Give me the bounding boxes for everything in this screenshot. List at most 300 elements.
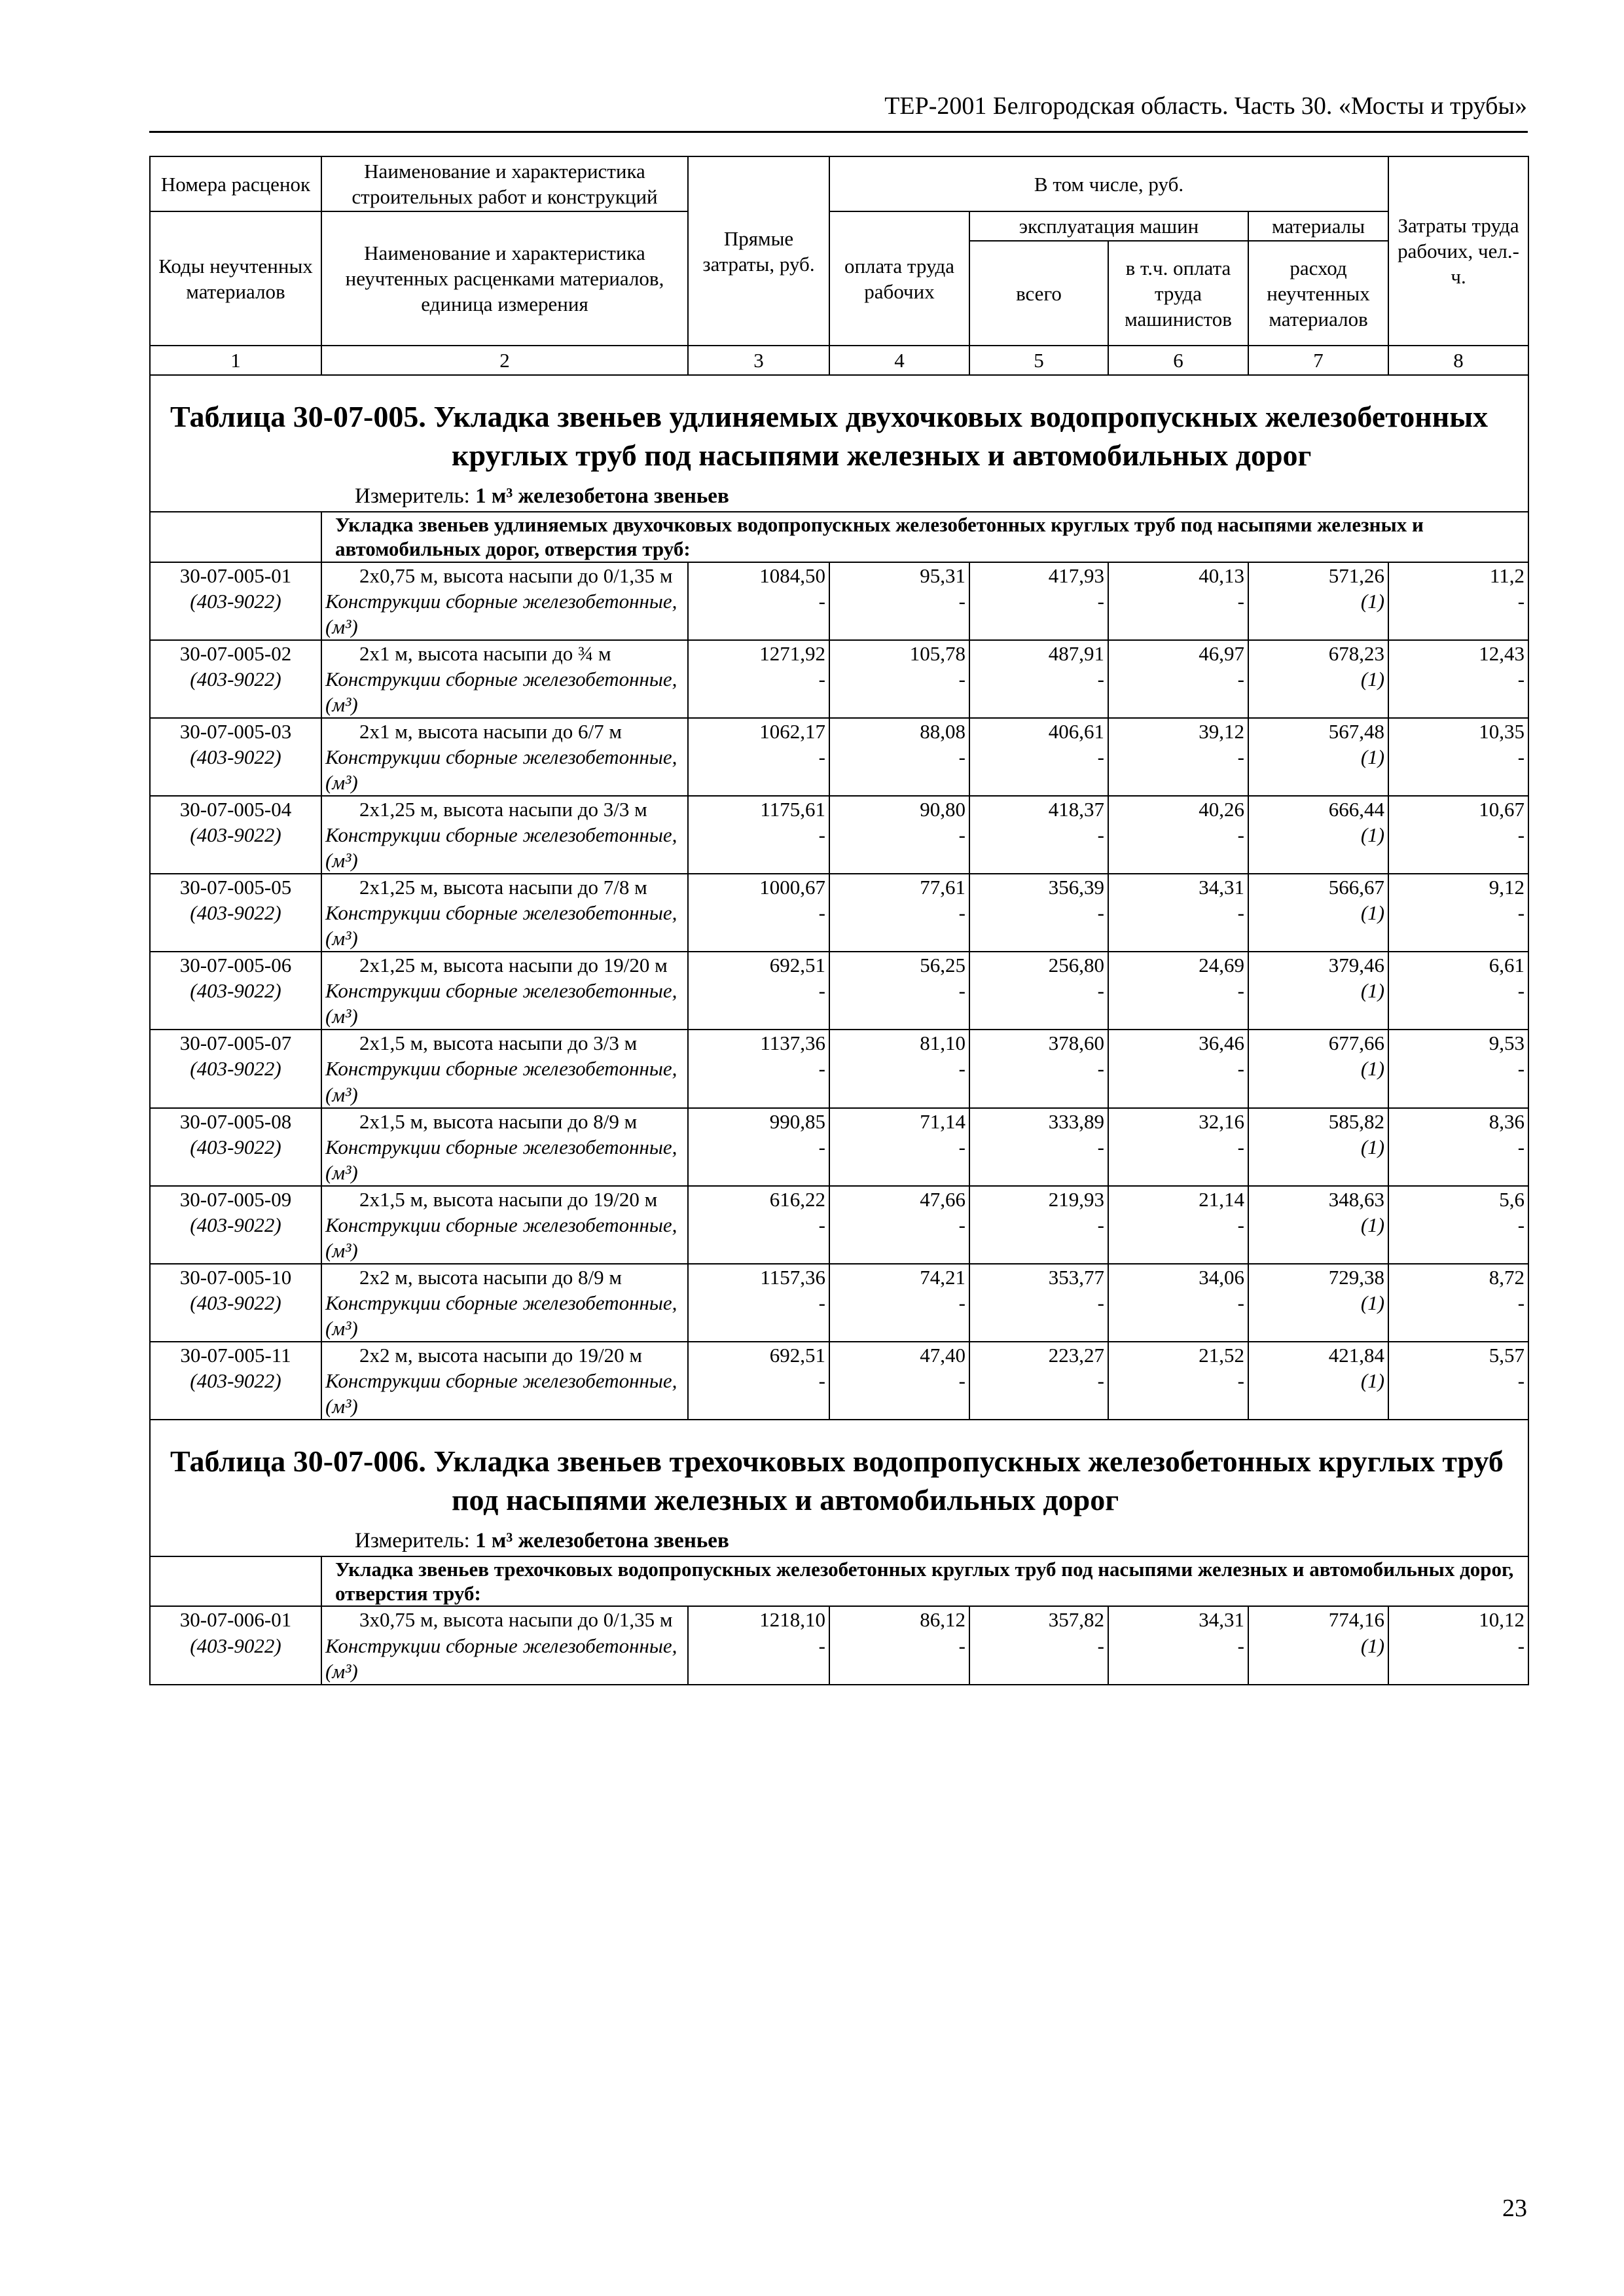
material-name: Конструкции сборные железобетонные, (м³) <box>325 1634 677 1683</box>
empty-dash: - <box>1097 1369 1104 1393</box>
material-code: (403-9022) <box>190 979 281 1003</box>
operator-labor-cost-cell <box>1108 718 1248 796</box>
empty-dash: - <box>1097 823 1104 847</box>
work-name: 2х1,5 м, высота насыпи до 3/3 м <box>359 1031 638 1055</box>
col5-header: всего <box>969 241 1108 346</box>
rate-code-cell <box>150 1264 321 1342</box>
labor-cost: 95,31 <box>920 564 965 587</box>
empty-dash: - <box>1517 1057 1525 1081</box>
empty-dash: - <box>1237 823 1244 847</box>
labor-cost: 105,78 <box>909 641 965 665</box>
empty-dash: - <box>1097 901 1104 925</box>
empty-dash: - <box>818 1213 825 1236</box>
labor-cost: 56,25 <box>920 954 965 977</box>
work-name-cell <box>321 1264 688 1342</box>
running-header: ТЕР-2001 Белгородская область. Часть 30. «Мосты и трубы» <box>884 92 1527 120</box>
empty-dash: - <box>1517 1291 1525 1314</box>
machine-cost-cell <box>969 1108 1108 1186</box>
empty-dash: - <box>818 589 825 613</box>
work-name: 2х1,5 м, высота насыпи до 19/20 м <box>359 1187 658 1211</box>
section-caption: Укладка звеньев трехочковых водопропускных железобетонных круглых труб под насыпями железных и автомобильных дорог, отверстия труб: <box>321 1556 1528 1606</box>
operator-labor-cost-cell <box>1108 952 1248 1030</box>
operator-labor-cost-cell <box>1108 1186 1248 1264</box>
direct-cost: 1062,17 <box>759 719 825 743</box>
empty-dash: - <box>958 1369 965 1393</box>
empty-dash: - <box>1237 979 1244 1003</box>
rate-code: 30-07-005-04 <box>179 797 292 821</box>
direct-cost: 616,22 <box>769 1187 825 1211</box>
labor-hours-cell <box>1388 718 1528 796</box>
material-code: (403-9022) <box>190 667 281 691</box>
empty-dash: - <box>818 1135 825 1158</box>
empty-dash: - <box>1097 745 1104 768</box>
labor-cost: 81,10 <box>920 1031 965 1055</box>
rate-code-cell <box>150 1606 321 1684</box>
rate-code: 30-07-006-01 <box>179 1608 292 1632</box>
empty-dash: - <box>1097 979 1104 1003</box>
col8-header: Затраты труда рабочих, чел.-ч. <box>1388 156 1528 346</box>
empty-dash: - <box>1517 901 1525 925</box>
table-title-row <box>150 1420 1528 1556</box>
incl-header: В том числе, руб. <box>829 156 1388 211</box>
material-quantity: (1) <box>1360 901 1385 925</box>
operator-labor-cost: 34,31 <box>1199 876 1244 899</box>
labor-hours: 9,53 <box>1489 1031 1525 1055</box>
machine-cost-cell <box>969 640 1108 718</box>
rate-code-cell <box>150 874 321 952</box>
direct-cost: 1137,36 <box>760 1031 825 1055</box>
labor-hours-cell <box>1388 1264 1528 1342</box>
materials-cost-cell <box>1248 1030 1388 1107</box>
rate-code: 30-07-005-06 <box>179 954 292 977</box>
column-numbers-row <box>150 346 1528 375</box>
machine-cost: 378,60 <box>1048 1031 1104 1055</box>
work-name-cell <box>321 640 688 718</box>
labor-hours: 5,6 <box>1499 1187 1525 1211</box>
work-name-cell <box>321 1108 688 1186</box>
table-row <box>150 1186 1528 1264</box>
empty-dash: - <box>958 1135 965 1158</box>
direct-cost-cell <box>688 952 829 1030</box>
rate-code-cell <box>150 1186 321 1264</box>
labor-cost-cell <box>829 1342 969 1420</box>
work-name-cell <box>321 1606 688 1684</box>
labor-cost: 47,40 <box>920 1343 965 1367</box>
materials-cost: 348,63 <box>1328 1187 1385 1211</box>
rate-code-cell <box>150 952 321 1030</box>
rate-code: 30-07-005-05 <box>179 876 292 899</box>
col-number: 7 <box>1248 346 1388 375</box>
table-row <box>150 1342 1528 1420</box>
table-row <box>150 874 1528 952</box>
rate-code: 30-07-005-01 <box>179 564 292 587</box>
labor-cost: 77,61 <box>920 876 965 899</box>
table-title-cell <box>150 375 1528 512</box>
direct-cost-cell <box>688 640 829 718</box>
materials-cost-cell <box>1248 1186 1388 1264</box>
empty-dash: - <box>958 901 965 925</box>
labor-cost-cell <box>829 1606 969 1684</box>
empty-dash: - <box>1517 1369 1525 1393</box>
work-name: 2х2 м, высота насыпи до 19/20 м <box>359 1343 642 1367</box>
empty-dash: - <box>1097 1135 1104 1158</box>
empty-dash: - <box>818 745 825 768</box>
labor-cost: 90,80 <box>920 797 965 821</box>
machine-cost: 333,89 <box>1048 1109 1104 1133</box>
material-code: (403-9022) <box>190 1057 281 1081</box>
operator-labor-cost-cell <box>1108 640 1248 718</box>
operator-labor-cost: 34,06 <box>1199 1265 1244 1289</box>
labor-cost: 74,21 <box>920 1265 965 1289</box>
labor-cost-cell <box>829 562 969 640</box>
rate-code-cell <box>150 640 321 718</box>
materials-cost-cell <box>1248 640 1388 718</box>
labor-hours: 8,72 <box>1489 1265 1525 1289</box>
machine-cost-cell <box>969 952 1108 1030</box>
direct-cost: 1271,92 <box>759 641 825 665</box>
direct-cost: 692,51 <box>769 954 825 977</box>
work-name-cell <box>321 1030 688 1107</box>
operator-labor-cost: 32,16 <box>1199 1109 1244 1133</box>
labor-cost: 86,12 <box>920 1608 965 1632</box>
material-quantity: (1) <box>1360 1135 1385 1158</box>
rate-code-cell <box>150 796 321 874</box>
materials-cost: 379,46 <box>1328 954 1385 977</box>
labor-hours-cell <box>1388 562 1528 640</box>
measure-label: Измеритель: <box>355 484 470 508</box>
direct-cost: 692,51 <box>769 1343 825 1367</box>
labor-cost-cell <box>829 796 969 874</box>
empty-dash: - <box>1517 1213 1525 1236</box>
empty-dash: - <box>818 979 825 1003</box>
col-number: 2 <box>321 346 688 375</box>
labor-hours-cell <box>1388 1342 1528 1420</box>
operator-labor-cost: 21,52 <box>1199 1343 1244 1367</box>
table-title: Таблица 30-07-006. Укладка звеньев трехочковых водопропускных железобетонных круглых труб под насыпями железных и автомобильных дорог <box>170 1444 1504 1516</box>
labor-hours: 11,2 <box>1489 564 1525 587</box>
material-name: Конструкции сборные железобетонные, (м³) <box>325 1291 677 1340</box>
material-code: (403-9022) <box>190 1369 281 1393</box>
direct-cost-cell <box>688 718 829 796</box>
operator-labor-cost-cell <box>1108 1264 1248 1342</box>
materials-cost: 774,16 <box>1328 1608 1385 1632</box>
labor-hours: 8,36 <box>1489 1109 1525 1133</box>
table-row <box>150 1030 1528 1107</box>
machine-cost: 256,80 <box>1048 954 1104 977</box>
material-quantity: (1) <box>1360 979 1385 1003</box>
material-code: (403-9022) <box>190 745 281 768</box>
table-row <box>150 796 1528 874</box>
work-name-cell <box>321 952 688 1030</box>
machine-cost: 487,91 <box>1048 641 1104 665</box>
labor-hours: 5,57 <box>1489 1343 1525 1367</box>
work-name: 2х1,5 м, высота насыпи до 8/9 м <box>359 1109 638 1133</box>
operator-labor-cost-cell <box>1108 1342 1248 1420</box>
measure-value: 1 м³ железобетона звеньев <box>475 484 729 508</box>
empty-dash: - <box>958 589 965 613</box>
col-number: 4 <box>829 346 969 375</box>
machine-cost-cell <box>969 1342 1108 1420</box>
materials-cost-cell <box>1248 1264 1388 1342</box>
table-title: Таблица 30-07-005. Укладка звеньев удлиняемых двухочковых водопропускных железобетонных круглых труб под насыпями железных и автомобильных дорог <box>170 400 1489 472</box>
materials-cost-cell <box>1248 1108 1388 1186</box>
material-name: Конструкции сборные железобетонные, (м³) <box>325 1135 677 1184</box>
machine-cost: 417,93 <box>1048 564 1104 587</box>
empty-dash: - <box>818 1634 825 1657</box>
empty-dash: - <box>1517 823 1525 847</box>
machine-cost: 223,27 <box>1048 1343 1104 1367</box>
machine-cost: 219,93 <box>1048 1187 1104 1211</box>
materials-cost-cell <box>1248 874 1388 952</box>
col-number: 8 <box>1388 346 1528 375</box>
direct-cost: 1000,67 <box>759 876 825 899</box>
machine-cost-cell <box>969 1264 1108 1342</box>
materials-header: материалы <box>1248 211 1388 241</box>
machine-cost: 418,37 <box>1048 797 1104 821</box>
empty-dash: - <box>1517 1135 1525 1158</box>
direct-cost-cell <box>688 1264 829 1342</box>
empty-dash: - <box>1237 745 1244 768</box>
work-name-cell <box>321 1186 688 1264</box>
empty-dash: - <box>958 1634 965 1657</box>
empty-dash: - <box>1237 1213 1244 1236</box>
work-name: 2х1 м, высота насыпи до ¾ м <box>359 641 611 665</box>
section-caption-row <box>150 1556 1528 1606</box>
material-name: Конструкции сборные железобетонные, (м³) <box>325 823 677 872</box>
materials-cost: 421,84 <box>1328 1343 1385 1367</box>
rate-code: 30-07-005-11 <box>180 1343 291 1367</box>
rate-code-cell <box>150 1030 321 1107</box>
col3-header: Прямые затраты, руб. <box>688 156 829 346</box>
materials-cost: 566,67 <box>1328 876 1385 899</box>
page-number: 23 <box>1502 2195 1527 2222</box>
operator-labor-cost-cell <box>1108 562 1248 640</box>
direct-cost: 990,85 <box>769 1109 825 1133</box>
labor-hours-cell <box>1388 1030 1528 1107</box>
direct-cost: 1218,10 <box>759 1608 825 1632</box>
operator-labor-cost: 36,46 <box>1199 1031 1244 1055</box>
material-quantity: (1) <box>1360 1057 1385 1081</box>
section-caption-row <box>150 512 1528 562</box>
measure-value: 1 м³ железобетона звеньев <box>475 1528 729 1552</box>
operator-labor-cost: 40,26 <box>1199 797 1244 821</box>
empty-dash: - <box>1097 1213 1104 1236</box>
col6-header: в т.ч. оплата труда машинистов <box>1108 241 1248 346</box>
work-name: 3х0,75 м, высота насыпи до 0/1,35 м <box>359 1608 673 1632</box>
operator-labor-cost-cell <box>1108 796 1248 874</box>
direct-cost: 1175,61 <box>760 797 825 821</box>
empty-dash: - <box>1237 1291 1244 1314</box>
machine-cost-cell <box>969 1186 1108 1264</box>
work-name: 2х2 м, высота насыпи до 8/9 м <box>359 1265 622 1289</box>
empty-dash: - <box>1517 1634 1525 1657</box>
col1-top-header: Номера расценок <box>150 156 321 211</box>
empty-dash: - <box>818 901 825 925</box>
work-name-cell <box>321 718 688 796</box>
operator-labor-cost-cell <box>1108 1030 1248 1107</box>
machine-cost: 406,61 <box>1048 719 1104 743</box>
direct-cost-cell <box>688 1186 829 1264</box>
col-number: 1 <box>150 346 321 375</box>
empty-dash: - <box>1097 667 1104 691</box>
col7-header: расход неучтенных материалов <box>1248 241 1388 346</box>
machine-cost: 353,77 <box>1048 1265 1104 1289</box>
empty-dash: - <box>818 1369 825 1393</box>
material-quantity: (1) <box>1360 1213 1385 1236</box>
rate-code: 30-07-005-09 <box>179 1187 292 1211</box>
empty-dash: - <box>1517 667 1525 691</box>
rate-code: 30-07-005-07 <box>179 1031 292 1055</box>
col-number: 3 <box>688 346 829 375</box>
operator-labor-cost: 24,69 <box>1199 954 1244 977</box>
caption-empty-cell <box>150 1556 321 1606</box>
material-name: Конструкции сборные железобетонные, (м³) <box>325 1057 677 1106</box>
labor-hours: 6,61 <box>1489 954 1525 977</box>
table-header <box>150 156 1528 375</box>
operator-labor-cost-cell <box>1108 874 1248 952</box>
material-name: Конструкции сборные железобетонные, (м³) <box>325 1369 677 1418</box>
materials-cost: 678,23 <box>1328 641 1385 665</box>
materials-cost-cell <box>1248 718 1388 796</box>
labor-cost-cell <box>829 1186 969 1264</box>
direct-cost: 1157,36 <box>760 1265 825 1289</box>
col2-top-header: Наименование и характеристика строительных работ и конструкций <box>321 156 688 211</box>
material-code: (403-9022) <box>190 589 281 613</box>
material-name: Конструкции сборные железобетонные, (м³) <box>325 979 677 1028</box>
measure-unit <box>170 1526 1515 1556</box>
empty-dash: - <box>1097 1057 1104 1081</box>
machine-cost-cell <box>969 874 1108 952</box>
materials-cost: 567,48 <box>1328 719 1385 743</box>
empty-dash: - <box>1517 589 1525 613</box>
machine-cost-cell <box>969 562 1108 640</box>
operator-labor-cost: 21,14 <box>1199 1187 1244 1211</box>
table-row <box>150 1108 1528 1186</box>
material-name: Конструкции сборные железобетонные, (м³) <box>325 667 677 716</box>
labor-cost-cell <box>829 1264 969 1342</box>
empty-dash: - <box>1237 1634 1244 1657</box>
labor-cost-cell <box>829 718 969 796</box>
direct-cost-cell <box>688 1342 829 1420</box>
empty-dash: - <box>1517 745 1525 768</box>
direct-cost-cell <box>688 562 829 640</box>
empty-dash: - <box>1237 901 1244 925</box>
labor-cost-cell <box>829 1030 969 1107</box>
labor-hours-cell <box>1388 640 1528 718</box>
operator-labor-cost: 40,13 <box>1199 564 1244 587</box>
work-name: 2х1,25 м, высота насыпи до 7/8 м <box>359 876 647 899</box>
col2-bottom-header: Наименование и характеристика неучтенных расценками материалов, единица измерения <box>321 211 688 346</box>
labor-cost: 71,14 <box>920 1109 965 1133</box>
materials-cost: 677,66 <box>1328 1031 1385 1055</box>
rate-code-cell <box>150 1108 321 1186</box>
materials-cost: 729,38 <box>1328 1265 1385 1289</box>
labor-cost-cell <box>829 952 969 1030</box>
empty-dash: - <box>1237 1369 1244 1393</box>
operator-labor-cost: 34,31 <box>1199 1608 1244 1632</box>
work-name-cell <box>321 796 688 874</box>
empty-dash: - <box>958 823 965 847</box>
table-row <box>150 952 1528 1030</box>
material-name: Конструкции сборные железобетонные, (м³) <box>325 745 677 794</box>
labor-hours: 12,43 <box>1479 641 1525 665</box>
table-row <box>150 640 1528 718</box>
material-quantity: (1) <box>1360 1634 1385 1657</box>
rate-code-cell <box>150 718 321 796</box>
direct-cost: 1084,50 <box>759 564 825 587</box>
labor-hours-cell <box>1388 1606 1528 1684</box>
material-code: (403-9022) <box>190 823 281 847</box>
empty-dash: - <box>958 1213 965 1236</box>
machine-cost-cell <box>969 718 1108 796</box>
table-row <box>150 1264 1528 1342</box>
direct-cost-cell <box>688 1606 829 1684</box>
labor-cost-cell <box>829 1108 969 1186</box>
rate-code-cell <box>150 562 321 640</box>
material-quantity: (1) <box>1360 745 1385 768</box>
col-number: 6 <box>1108 346 1248 375</box>
empty-dash: - <box>1237 667 1244 691</box>
labor-hours-cell <box>1388 796 1528 874</box>
labor-hours-cell <box>1388 952 1528 1030</box>
materials-cost-cell <box>1248 952 1388 1030</box>
material-quantity: (1) <box>1360 1291 1385 1314</box>
work-name: 2х0,75 м, высота насыпи до 0/1,35 м <box>359 564 673 587</box>
work-name: 2х1,25 м, высота насыпи до 3/3 м <box>359 797 647 821</box>
material-code: (403-9022) <box>190 1135 281 1158</box>
empty-dash: - <box>818 823 825 847</box>
labor-hours-cell <box>1388 1108 1528 1186</box>
material-name: Конструкции сборные железобетонные, (м³) <box>325 1213 677 1262</box>
machine-cost: 356,39 <box>1048 876 1104 899</box>
empty-dash: - <box>818 1291 825 1314</box>
material-quantity: (1) <box>1360 667 1385 691</box>
table-row <box>150 562 1528 640</box>
operator-labor-cost: 39,12 <box>1199 719 1244 743</box>
labor-hours: 10,67 <box>1479 797 1525 821</box>
material-name: Конструкции сборные железобетонные, (м³) <box>325 901 677 950</box>
operator-labor-cost-cell <box>1108 1108 1248 1186</box>
work-name-cell <box>321 874 688 952</box>
labor-cost-cell <box>829 874 969 952</box>
work-name: 2х1 м, высота насыпи до 6/7 м <box>359 719 622 743</box>
machine-cost-cell <box>969 1606 1108 1684</box>
operator-labor-cost: 46,97 <box>1199 641 1244 665</box>
empty-dash: - <box>1237 1135 1244 1158</box>
rate-code: 30-07-005-10 <box>179 1265 292 1289</box>
empty-dash: - <box>818 1057 825 1081</box>
direct-cost-cell <box>688 874 829 952</box>
machine-cost-cell <box>969 1030 1108 1107</box>
work-name: 2х1,25 м, высота насыпи до 19/20 м <box>359 954 668 977</box>
empty-dash: - <box>958 745 965 768</box>
direct-cost-cell <box>688 1108 829 1186</box>
materials-cost-cell <box>1248 1342 1388 1420</box>
work-name-cell <box>321 562 688 640</box>
material-quantity: (1) <box>1360 589 1385 613</box>
empty-dash: - <box>1097 1291 1104 1314</box>
material-quantity: (1) <box>1360 823 1385 847</box>
materials-cost: 571,26 <box>1328 564 1385 587</box>
material-quantity: (1) <box>1360 1369 1385 1393</box>
rate-code: 30-07-005-03 <box>179 719 292 743</box>
labor-hours: 10,35 <box>1479 719 1525 743</box>
caption-empty-cell <box>150 512 321 562</box>
direct-cost-cell <box>688 796 829 874</box>
empty-dash: - <box>1097 589 1104 613</box>
header-rule <box>149 131 1528 133</box>
materials-cost-cell <box>1248 796 1388 874</box>
